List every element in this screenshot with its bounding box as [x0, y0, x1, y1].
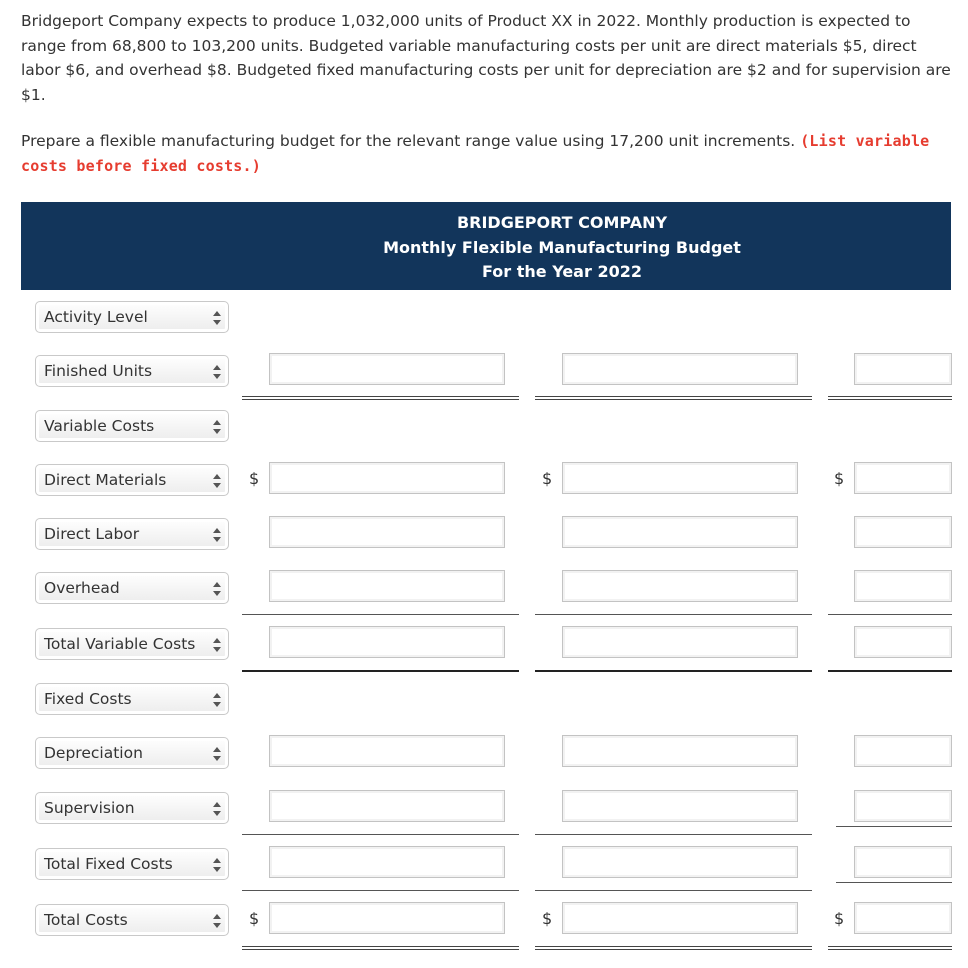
select-arrows-icon	[213, 858, 221, 872]
select-arrows-icon	[213, 693, 221, 707]
direct-materials-col2-input[interactable]	[562, 462, 798, 494]
overhead-col2-input[interactable]	[562, 570, 798, 602]
direct-materials-col1-input[interactable]	[269, 462, 505, 494]
dollar-sign: $	[249, 469, 260, 488]
row-select-depreciation[interactable]	[35, 737, 229, 769]
select-arrows-icon	[213, 311, 221, 325]
subtotal-underline	[242, 890, 519, 891]
budget-title: Monthly Flexible Manufacturing Budget	[383, 237, 741, 257]
total-costs-col1-input[interactable]	[269, 902, 505, 934]
total-fixed-costs-col3-input[interactable]	[854, 846, 952, 878]
select-arrows-icon	[213, 747, 221, 761]
subtotal-underline	[242, 834, 519, 835]
row-select-total-costs[interactable]	[35, 904, 229, 936]
row-select-label: Total Variable Costs	[44, 635, 196, 653]
row-select-label: Total Fixed Costs	[44, 855, 173, 873]
subtotal-underline	[836, 882, 952, 883]
total-variable-costs-col1-input[interactable]	[269, 626, 505, 658]
subtotal-underline	[242, 614, 519, 615]
total-variable-costs-col3-input[interactable]	[854, 626, 952, 658]
double-underline	[828, 396, 952, 400]
total-underline	[535, 670, 812, 672]
row-select-label: Variable Costs	[44, 417, 155, 435]
finished-units-col3-input[interactable]	[854, 353, 952, 385]
depreciation-col3-input[interactable]	[854, 735, 952, 767]
direct-labor-col2-input[interactable]	[562, 516, 798, 548]
select-arrows-icon	[213, 802, 221, 816]
row-select-label: Activity Level	[44, 308, 148, 326]
supervision-col3-input[interactable]	[854, 790, 952, 822]
row-select-direct-labor[interactable]	[35, 518, 229, 550]
budget-header	[21, 202, 951, 290]
direct-materials-col3-input[interactable]	[854, 462, 952, 494]
dollar-sign: $	[542, 909, 553, 928]
row-select-fixed-costs[interactable]	[35, 683, 229, 715]
select-arrows-icon	[213, 365, 221, 379]
company-name: BRIDGEPORT COMPANY	[456, 213, 668, 232]
problem-statement: Bridgeport Company expects to produce 1,032,000 units of Product XX in 2022. Monthly production is expected to range from 68,800 to 103,200 units. Budgeted variable manufacturing costs per unit are direct materials $5, direct labor $6, and overhead $8. Budgeted fixed manufacturing costs per unit for depreciation are $2 and for supervision are $1.	[21, 12, 951, 104]
double-underline	[535, 946, 812, 950]
double-underline	[535, 396, 812, 400]
finished-units-col1-input[interactable]	[269, 353, 505, 385]
row-select-direct-materials[interactable]	[35, 464, 229, 496]
total-costs-col3-input[interactable]	[854, 902, 952, 934]
finished-units-col2-input[interactable]	[562, 353, 798, 385]
subtotal-underline	[535, 890, 812, 891]
select-arrows-icon	[213, 474, 221, 488]
instructions	[21, 129, 951, 178]
row-select-label: Direct Materials	[44, 471, 167, 489]
supervision-col1-input[interactable]	[269, 790, 505, 822]
row-select-finished-units[interactable]	[35, 355, 229, 387]
total-underline	[242, 670, 519, 672]
row-select-label: Fixed Costs	[44, 690, 132, 708]
select-arrows-icon	[213, 420, 221, 434]
subtotal-underline	[535, 614, 812, 615]
row-select-label: Overhead	[44, 579, 120, 597]
row-select-total-variable-costs[interactable]	[35, 628, 229, 660]
row-select-label: Supervision	[44, 799, 135, 817]
dollar-sign: $	[834, 469, 845, 488]
total-costs-col2-input[interactable]	[562, 902, 798, 934]
select-arrows-icon	[213, 638, 221, 652]
subtotal-underline	[828, 614, 952, 615]
subtotal-underline	[836, 826, 952, 827]
direct-labor-col3-input[interactable]	[854, 516, 952, 548]
select-arrows-icon	[213, 914, 221, 928]
row-select-label: Total Costs	[44, 911, 128, 929]
total-variable-costs-col2-input[interactable]	[562, 626, 798, 658]
dollar-sign: $	[542, 469, 553, 488]
row-select-label: Depreciation	[44, 744, 143, 762]
total-fixed-costs-col1-input[interactable]	[269, 846, 505, 878]
depreciation-col2-input[interactable]	[562, 735, 798, 767]
dollar-sign: $	[834, 909, 845, 928]
dollar-sign: $	[249, 909, 260, 928]
row-select-activity-level[interactable]	[35, 301, 229, 333]
overhead-col3-input[interactable]	[854, 570, 952, 602]
instructions-text: Prepare a flexible manufacturing budget for the relevant range value using 17,200 unit increments.	[21, 132, 796, 150]
row-select-label: Finished Units	[44, 362, 153, 380]
row-select-supervision[interactable]	[35, 792, 229, 824]
select-arrows-icon	[213, 582, 221, 596]
row-select-label: Direct Labor	[44, 525, 140, 543]
total-underline	[828, 670, 952, 672]
double-underline	[828, 946, 952, 950]
row-select-overhead[interactable]	[35, 572, 229, 604]
double-underline	[242, 946, 519, 950]
subtotal-underline	[535, 834, 812, 835]
budget-period: For the Year 2022	[482, 262, 642, 281]
supervision-col2-input[interactable]	[562, 790, 798, 822]
select-arrows-icon	[213, 528, 221, 542]
depreciation-col1-input[interactable]	[269, 735, 505, 767]
total-fixed-costs-col2-input[interactable]	[562, 846, 798, 878]
double-underline	[242, 396, 519, 400]
overhead-col1-input[interactable]	[269, 570, 505, 602]
row-select-variable-costs[interactable]	[35, 410, 229, 442]
instructions-emphasis: (List variable costs before fixed costs.)	[21, 132, 930, 175]
direct-labor-col1-input[interactable]	[269, 516, 505, 548]
row-select-total-fixed-costs[interactable]	[35, 848, 229, 880]
